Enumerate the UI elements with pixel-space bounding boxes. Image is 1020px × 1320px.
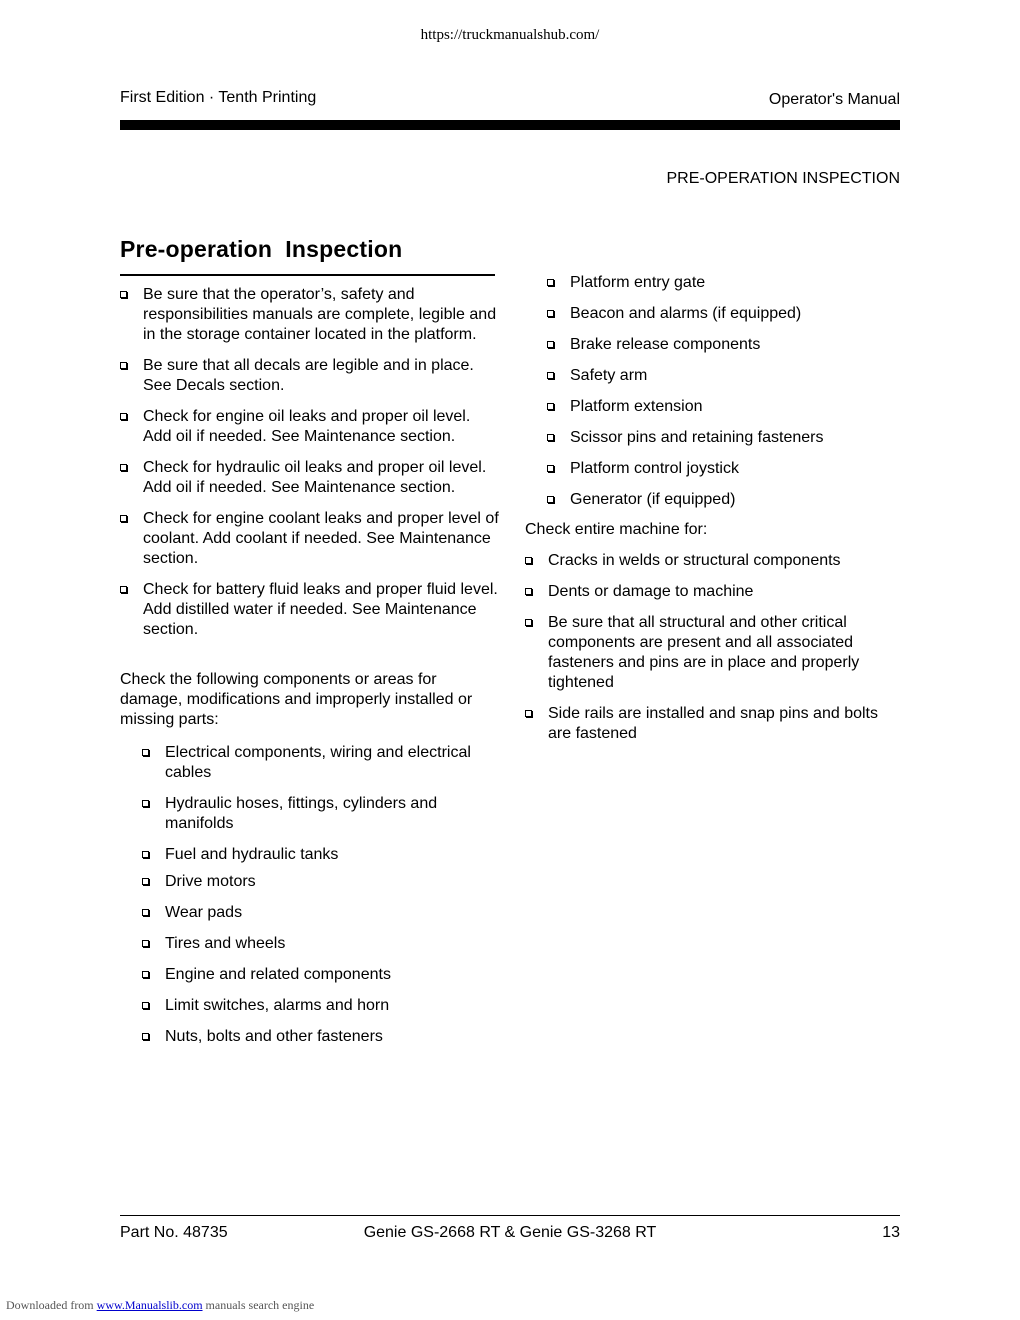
checklist-item: Platform extension: [547, 397, 907, 417]
checklist-item: Platform control joystick: [547, 459, 907, 479]
checkbox-icon: [525, 619, 532, 626]
checklist-item: Hydraulic hoses, fittings, cylinders and manifolds: [142, 794, 502, 834]
checklist-item: Check for hydraulic oil leaks and proper oil level. Add oil if needed. See Maintenance section.: [120, 458, 500, 498]
page-title: Pre-operation Inspection: [120, 236, 403, 262]
checkbox-icon: [525, 710, 532, 717]
checklist-item: Scissor pins and retaining fasteners: [547, 428, 907, 448]
footer-rule: [120, 1215, 900, 1216]
checklist-item: Be sure that all structural and other critical components are present and all associated fasteners and pins are in place and properly tightened: [525, 613, 900, 693]
checkbox-icon: [142, 878, 149, 885]
manual-label: Operator's Manual: [768, 91, 900, 108]
title-rule: [120, 274, 495, 276]
inspection-checklist: [120, 285, 500, 651]
components-intro: Check the following components or areas for damage, modifications and improperly installed or missing parts:: [120, 671, 473, 728]
checklist-item: Be sure that the operator’s, safety and responsibilities manuals are complete, legible and in the storage container located in the platform.: [120, 285, 500, 345]
checkbox-icon: [120, 413, 127, 420]
checklist-item: Tires and wheels: [142, 934, 502, 954]
checklist-item: Drive motors: [142, 872, 502, 892]
checkbox-icon: [547, 465, 554, 472]
checkbox-icon: [547, 496, 554, 503]
model-name: Genie GS-2668 RT & Genie GS-3268 RT: [363, 1224, 657, 1241]
part-number: Part No. 48735: [120, 1224, 228, 1241]
checklist-item: Engine and related components: [142, 965, 502, 985]
header-bar: [120, 120, 900, 130]
checklist-item: Fuel and hydraulic tanks: [142, 845, 502, 865]
checklist-item: Safety arm: [547, 366, 907, 386]
checklist-item: Check for engine coolant leaks and proper level of coolant. Add coolant if needed. See Maintenance section.: [120, 509, 500, 569]
download-prefix: Downloaded from: [6, 1298, 94, 1312]
checkbox-icon: [120, 291, 127, 298]
download-note: [6, 1298, 314, 1313]
checkbox-icon: [120, 586, 127, 593]
checkbox-icon: [547, 279, 554, 286]
checkbox-icon: [547, 341, 554, 348]
component-checklist-continued: [547, 273, 907, 521]
page-number: 13: [882, 1224, 900, 1241]
checkbox-icon: [142, 940, 149, 947]
checklist-item: Beacon and alarms (if equipped): [547, 304, 907, 324]
checklist-item: Check for engine oil leaks and proper oil level. Add oil if needed. See Maintenance section.: [120, 407, 500, 447]
checklist-item: Cracks in welds or structural components: [525, 551, 900, 571]
checkbox-icon: [120, 464, 127, 471]
checklist-item: Dents or damage to machine: [525, 582, 900, 602]
checklist-item: Check for battery fluid leaks and proper fluid level. Add distilled water if needed. See Maintenance section.: [120, 580, 500, 640]
checklist-item: Side rails are installed and snap pins and bolts are fastened: [525, 704, 900, 744]
checkbox-icon: [547, 310, 554, 317]
machine-intro: Check entire machine for:: [525, 521, 708, 538]
checklist-item: Platform entry gate: [547, 273, 907, 293]
checkbox-icon: [547, 372, 554, 379]
edition-label: First Edition · Tenth Printing: [120, 89, 317, 106]
checkbox-icon: [142, 971, 149, 978]
section-label: PRE-OPERATION INSPECTION: [666, 170, 900, 187]
component-checklist: [142, 743, 502, 1058]
checkbox-icon: [142, 800, 149, 807]
checkbox-icon: [525, 588, 532, 595]
checkbox-icon: [120, 515, 127, 522]
checkbox-icon: [142, 909, 149, 916]
checkbox-icon: [120, 362, 127, 369]
checkbox-icon: [142, 749, 149, 756]
checkbox-icon: [142, 1002, 149, 1009]
checklist-item: Generator (if equipped): [547, 490, 907, 510]
manualslib-link[interactable]: www.Manualslib.com: [96, 1298, 203, 1312]
checklist-item: Wear pads: [142, 903, 502, 923]
checkbox-icon: [142, 1033, 149, 1040]
checkbox-icon: [142, 851, 149, 858]
checkbox-icon: [547, 434, 554, 441]
checklist-item: Brake release components: [547, 335, 907, 355]
source-url: https://truckmanualshub.com/: [420, 27, 600, 43]
checklist-item: Nuts, bolts and other fasteners: [142, 1027, 502, 1047]
download-suffix: manuals search engine: [205, 1298, 315, 1312]
machine-checklist: [525, 551, 900, 755]
checkbox-icon: [525, 557, 532, 564]
checkbox-icon: [547, 403, 554, 410]
checklist-item: Limit switches, alarms and horn: [142, 996, 502, 1016]
checklist-item: Electrical components, wiring and electrical cables: [142, 743, 502, 783]
checklist-item: Be sure that all decals are legible and in place. See Decals section.: [120, 356, 500, 396]
